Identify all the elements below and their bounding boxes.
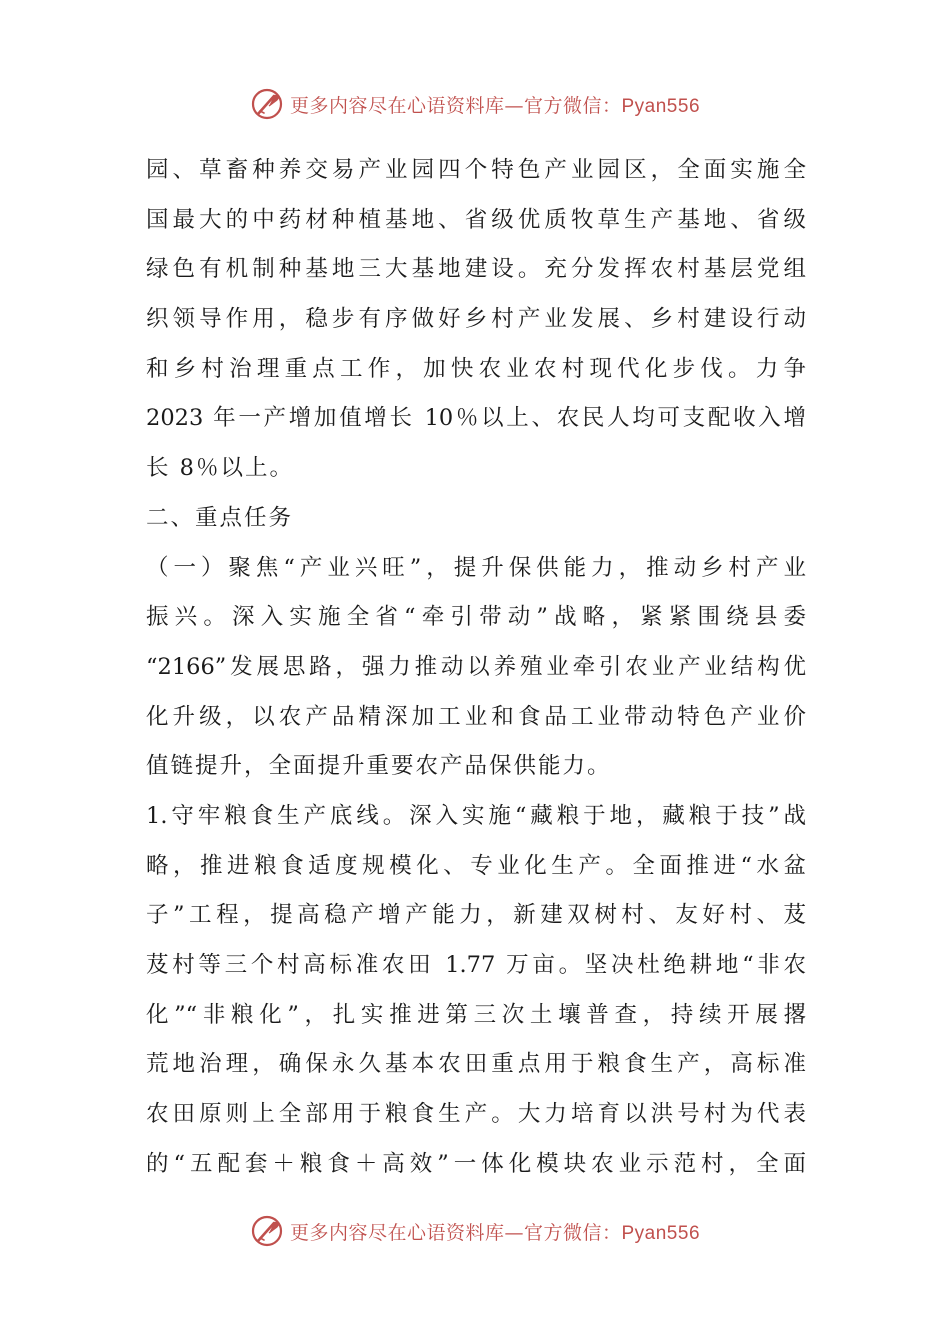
body-line: 农田原则上全部用于粮食生产。大力培育以洪号村为代表 [146, 1101, 806, 1128]
body-line: 国最大的中药材种植基地、省级优质牧草生产基地、省级 [146, 206, 806, 233]
body-line: 荒地治理，确保永久基本农田重点用于粮食生产，高标准 [146, 1051, 806, 1078]
body-line: 和乡村治理重点工作，加快农业农村现代化步伐。力争 [146, 355, 806, 382]
header-wechat-id: Pyan556 [621, 95, 701, 117]
footer-banner-label: 更多内容尽在心语资料库—官方微信： [289, 1221, 622, 1244]
body-line: 子”工程，提高稳产增产能力，新建双树村、友好村、芨 [146, 902, 806, 929]
header-banner-text [290, 91, 700, 118]
body-line: 的“五配套＋粮食＋高效”一体化模块农业示范村，全面 [146, 1150, 806, 1177]
quill-logo-icon [250, 87, 284, 121]
quill-logo-icon [250, 1214, 284, 1248]
body-line: 略，推进粮食适度规模化、专业化生产。全面推进“水盆 [146, 852, 806, 879]
body-line: 振兴。深入实施全省“牵引带动”战略，紧紧围绕县委 [146, 604, 806, 631]
body-line: 芨村等三个村高标准农田 1.77 万亩。坚决杜绝耕地“非农 [146, 952, 806, 978]
body-line: 1.守牢粮食生产底线。深入实施“藏粮于地，藏粮于技”战 [146, 802, 806, 829]
body-line: “2166”发展思路，强力推动以养殖业牵引农业产业结构优 [146, 653, 806, 680]
body-line: 2023 年一产增加值增长 10％以上、农民人均可支配收入增 [146, 405, 806, 432]
header-banner-label: 更多内容尽在心语资料库—官方微信： [289, 94, 622, 117]
body-line: 化升级，以农产品精深加工业和食品工业带动特色产业价 [146, 703, 806, 730]
body-line: 化”“非粮化”，扎实推进第三次土壤普查，持续开展撂 [146, 1001, 806, 1028]
document-body [146, 146, 806, 1189]
body-line: 值链提升，全面提升重要农产品保供能力。 [146, 753, 612, 780]
body-line: 园、草畜种养交易产业园四个特色产业园区，全面实施全 [146, 157, 806, 183]
header-banner [0, 84, 950, 124]
footer-wechat-id: Pyan556 [621, 1222, 701, 1244]
footer-banner-text [290, 1218, 700, 1245]
body-line: 长 8％以上。 [146, 455, 294, 482]
body-line: 织领导作用，稳步有序做好乡村产业发展、乡村建设行动 [146, 306, 806, 333]
footer-banner [0, 1211, 950, 1251]
section-heading: 二、重点任务 [146, 504, 294, 531]
body-line: 绿色有机制种基地三大基地建设。充分发挥农村基层党组 [146, 256, 806, 283]
body-line: （一）聚焦“产业兴旺”，提升保供能力，推动乡村产业 [146, 554, 806, 581]
